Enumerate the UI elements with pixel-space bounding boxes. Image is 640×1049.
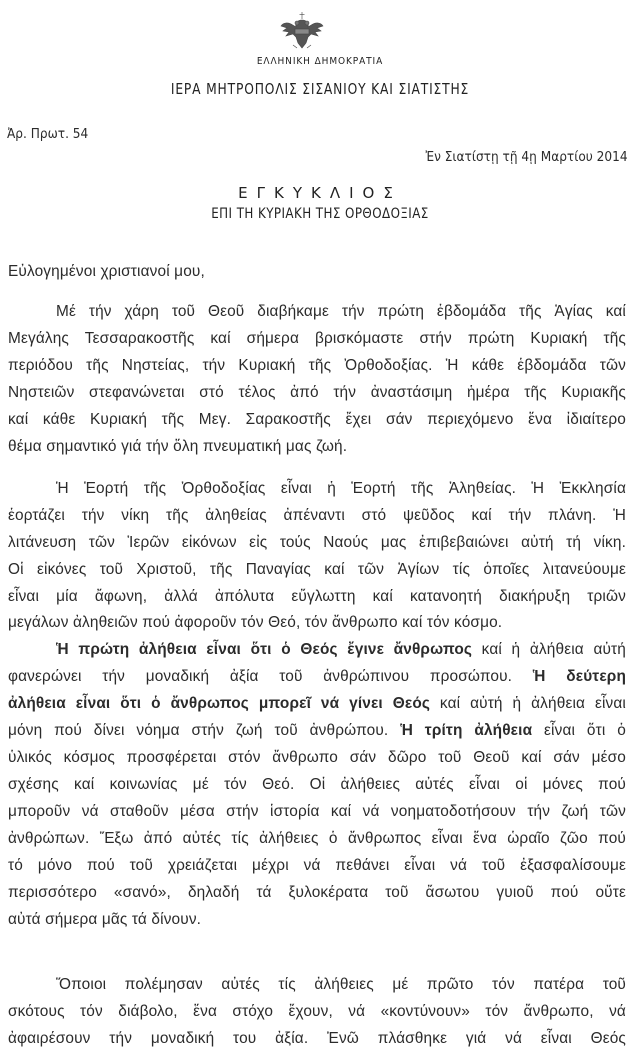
paragraph-3-line bbox=[8, 829, 626, 849]
text-segment: μποροῦν νά σταθοῦν μέσα στήν ἱστορία καί νά νοηματοδοτήσουν τήν ζωή τῶν bbox=[8, 803, 626, 820]
document-subtitle: ΕΠΙ ΤΗ ΚΥΡΙΑΚΗ ΤΗΣ ΟΡΘΟΔΟΞΙΑΣ bbox=[211, 206, 429, 222]
paragraph-2-line: Ἡ Ἑορτή τῆς Ὀρθοδοξίας εἶναι ἡ Ἑορτή τῆς Ἀληθείας. Ἡ Ἐκκλησία bbox=[56, 480, 626, 497]
paragraph-2-line: μεγάλων ἀληθειῶν πού ἀφοροῦν τόν Θεό, τόν ἄνθρωπο καί τόν κόσμο. bbox=[8, 614, 503, 631]
dateline: Ἐν Σιατίστῃ τῇ 4ῃ Μαρτίου 2014 bbox=[425, 149, 628, 165]
text-segment: σχέσης καί κοινωνίας μέ τόν Θεό. Οἱ ἀλήθειες αὐτές εἶναι οἱ μόνες πού bbox=[8, 776, 626, 793]
paragraph-1-line: θέμα σημαντικό γιά τήν ὅλη πνευματική μας ζωή. bbox=[8, 438, 348, 455]
text-segment: εἶναι ὅτι ὁ bbox=[532, 722, 627, 739]
bold-emphasis: Ἡ τρίτη ἀλήθεια bbox=[400, 722, 533, 739]
paragraph-4-line: σκότους τόν διάβολο, ἕνα στόχο ἔχουν, νά «κοντύνουν» τόν ἄνθρωπο, νά bbox=[8, 1003, 626, 1020]
text-segment: τό μόνο πού τοῦ χρειάζεται μέχρι νά πεθάνει εἶναι νά τοῦ ἐξασφαλίσουμε bbox=[8, 857, 626, 874]
paragraph-2-line: εἶναι μία ἄφωνη, ἀλλά ἀπόλυτα εὔγλωττη καί κατανοητή διακήρυξη τριῶν bbox=[8, 588, 626, 605]
paragraph-1-line: καί κάθε Κυριακή τῆς Μεγ. Σαρακοστῆς ἔχει σάν περιεχόμενο ἕνα ἰδιαίτερο bbox=[8, 411, 626, 428]
paragraph-3-line bbox=[8, 775, 626, 795]
bold-emphasis: Ἡ πρώτη ἀλήθεια εἶναι ὅτι ὁ Θεός ἔγινε ἄνθρωπος bbox=[56, 641, 473, 658]
paragraph-2-line: λιτάνευση τῶν Ἱερῶν εἰκόνων εἰς τούς Ναούς μας ἐπιβεβαιώνει αὐτή τή νίκη. bbox=[8, 534, 626, 551]
paragraph-3-line bbox=[56, 640, 626, 660]
paragraph-2-line: Οἱ εἰκόνες τοῦ Χριστοῦ, τῆς Παναγίας καί τῶν Ἁγίων τίς ὁποῖες λιτανεύουμε bbox=[8, 561, 626, 578]
paragraph-3-line bbox=[8, 694, 626, 714]
paragraph-1-line: Μεγάλης Τεσσαρακοστῆς καί σήμερα βρισκόμαστε στήν πρώτη Κυριακή τῆς bbox=[8, 330, 626, 347]
text-segment: καί ἡ ἀλήθεια αὐτή bbox=[472, 641, 626, 658]
paragraph-3-line bbox=[8, 802, 626, 822]
paragraph-3-line bbox=[8, 721, 626, 741]
paragraph-4-line: ἀφαιρέσουν τήν μοναδική του ἀξία. Ἐνῶ πλάσθηκε γιά νά εἶναι Θεός bbox=[8, 1030, 626, 1047]
text-segment: καί αὐτή ἡ ἀλήθεια εἶναι bbox=[430, 695, 627, 712]
paragraph-3-line bbox=[8, 856, 626, 876]
text-segment: ἀνθρώπων. Ἔξω ἀπό αὐτές τίς ἀλήθειες ὁ ἄνθρωπος εἶναι ἕνα ὡραῖο ζῶο πού bbox=[8, 830, 626, 847]
paragraph-1-line: Νηστειῶν στεφανώνεται στό τέλος ἀπό τήν ἀναστάσιμη ἡμέρα τῆς Κυριακῆς bbox=[8, 384, 626, 401]
paragraph-3-line bbox=[8, 910, 626, 930]
protocol-number: Ἀρ. Πρωτ. 54 bbox=[7, 126, 89, 142]
text-segment: αὐτά σήμερα μᾶς τά δίνουν. bbox=[8, 911, 202, 928]
bold-emphasis: Ἡ δεύτερη bbox=[532, 668, 627, 685]
paragraph-1-line: Μέ τήν χάρη τοῦ Θεοῦ διαβήκαμε τήν πρώτη ἑβδομάδα τῆς Ἁγίας καί bbox=[56, 303, 626, 320]
paragraph-3-line bbox=[8, 667, 626, 687]
paragraph-4-line: Ὅποιοι πολέμησαν αὐτές τίς ἀλήθειες μέ πρῶτο τόν πατέρα τοῦ bbox=[56, 976, 626, 993]
paragraph-2-line: ἑορτάζει τήν νίκη τῆς ἀληθείας ἀπέναντι στό ψεῦδος καί τήν πλάνη. Ἡ bbox=[8, 507, 626, 524]
text-segment: μόνη πού δίνει νόημα στήν ζωή τοῦ ἀνθρώπου. bbox=[8, 722, 401, 739]
salutation: Εὐλογημένοι χριστιανοί μου, bbox=[8, 263, 205, 280]
bold-emphasis: ἀλήθεια εἶναι ὅτι ὁ ἄνθρωπος μπορεῖ νά γίνει Θεός bbox=[8, 695, 431, 712]
paragraph-3-line bbox=[8, 748, 626, 768]
metropolis-name: ΙΕΡΑ ΜΗΤΡΟΠΟΛΙΣ ΣΙΣΑΝΙΟΥ ΚΑΙ ΣΙΑΤΙΣΤΗΣ bbox=[170, 80, 470, 98]
paragraph-3-line bbox=[8, 883, 626, 903]
document-title: ΕΓΚΥΚΛΙΟΣ bbox=[238, 184, 402, 202]
text-segment: περισσότερο «σανό», δηλαδή τά ξυλοκέρατα τοῦ ἄσωτου γυιοῦ πού οὔτε bbox=[8, 884, 626, 901]
text-segment: ὑλικός κόσμος προσφέρεται στόν ἄνθρωπο σάν δῶρο τοῦ Θεοῦ καί σάν μέσο bbox=[8, 749, 626, 766]
paragraph-1-line: περιόδου τῆς Νηστείας, τήν Κυριακή τῆς Ὀρθοδοξίας. Ἡ κάθε ἑβδομάδα τῶν bbox=[8, 357, 626, 374]
state-name: ΕΛΛΗΝΙΚΗ ΔΗΜΟΚΡΑΤΙΑ bbox=[256, 56, 384, 67]
double-headed-eagle-emblem-icon bbox=[279, 12, 325, 52]
text-segment: φανερώνει τήν μοναδική ἀξία τοῦ ἀνθρώπινου προσώπου. bbox=[8, 668, 533, 685]
